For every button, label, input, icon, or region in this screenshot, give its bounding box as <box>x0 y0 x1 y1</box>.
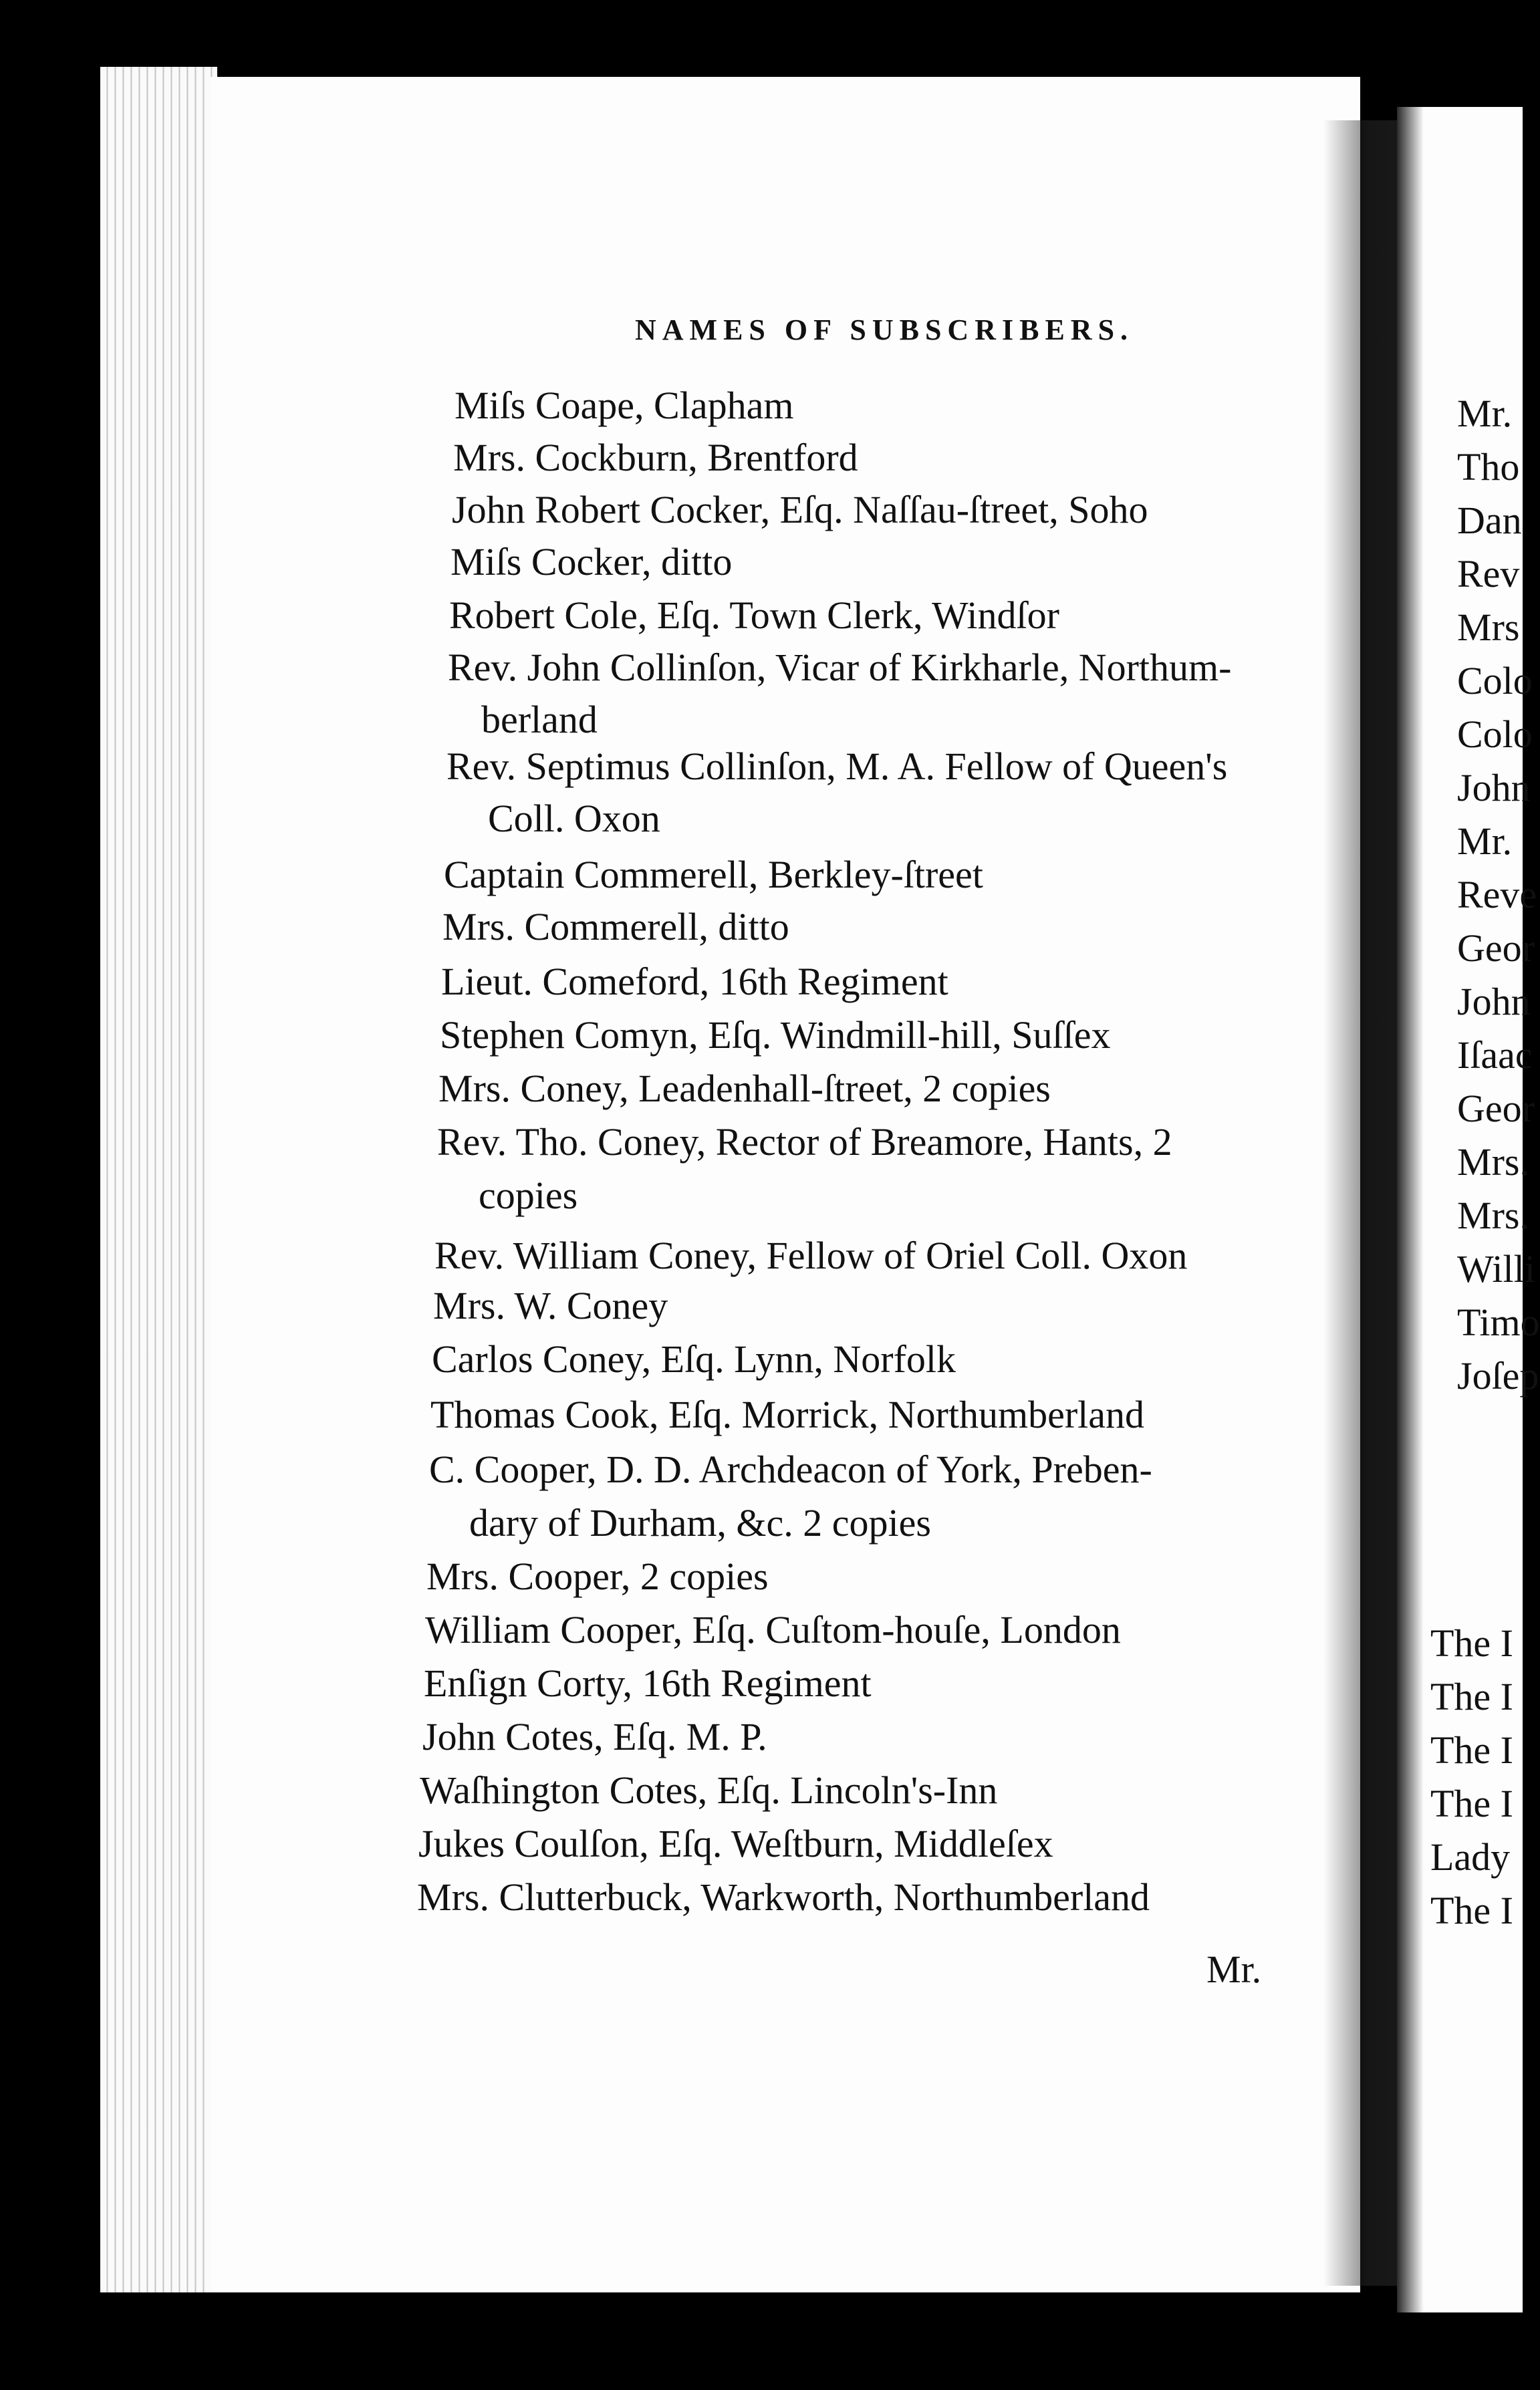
right-page-fragment: Dan <box>1457 499 1522 542</box>
right-page-shadow <box>1397 107 1424 2312</box>
subscriber-entry: John Cotes, Eſq. M. P. <box>422 1715 767 1758</box>
right-page-fragment: Joſep <box>1457 1354 1539 1398</box>
right-page-fragment: The I <box>1430 1782 1513 1825</box>
right-page-fragment: Geor <box>1457 926 1535 970</box>
right-page-fragment: The I <box>1430 1675 1513 1718</box>
subscriber-entry: Mrs. Cockburn, Brentford <box>453 436 858 479</box>
subscriber-entry: Rev. Septimus Collinſon, M. A. Fellow of Queen's <box>446 745 1228 788</box>
subscriber-entry: Robert Cole, Eſq. Town Clerk, Windſor <box>449 593 1059 637</box>
catchword: Mr. <box>1206 1948 1262 1991</box>
subscriber-entry: Rev. John Collinſon, Vicar of Kirkharle, Northum- <box>448 646 1232 689</box>
page-edges <box>100 67 217 2292</box>
right-page-fragment: Mrs. <box>1457 1194 1529 1237</box>
right-page-fragment: The I <box>1430 1621 1513 1665</box>
right-page-fragment: Tho <box>1457 445 1520 489</box>
right-page-fragment: Colo <box>1457 659 1533 702</box>
subscriber-entry: Captain Commerell, Berkley-ſtreet <box>444 853 983 896</box>
right-page-fragment: Mrs. <box>1457 1140 1529 1184</box>
subscriber-entry: Mrs. Cooper, 2 copies <box>426 1555 769 1598</box>
subscriber-entry-continuation: copies <box>479 1174 578 1217</box>
subscriber-entry: Rev. William Coney, Fellow of Oriel Coll. Oxon <box>434 1234 1188 1277</box>
right-page-fragment: Mr. <box>1457 392 1513 435</box>
right-page-fragment: Rev <box>1457 552 1520 595</box>
subscriber-entry: Jukes Coulſon, Eſq. Weſtburn, Middleſex <box>418 1822 1053 1865</box>
right-page-fragment: Mr. <box>1457 819 1513 863</box>
subscriber-entry: Mrs. Coney, Leadenhall-ſtreet, 2 copies <box>438 1067 1051 1110</box>
subscriber-entry: Mrs. Commerell, ditto <box>442 905 789 948</box>
right-page-fragment: John <box>1457 980 1531 1023</box>
subscriber-entry: Carlos Coney, Eſq. Lynn, Norfolk <box>432 1337 956 1381</box>
subscriber-entry: Stephen Comyn, Eſq. Windmill-hill, Suſſex <box>440 1013 1111 1057</box>
subscriber-entry: Mrs. W. Coney <box>433 1284 668 1327</box>
right-page-fragment: The I <box>1430 1728 1513 1772</box>
right-page-fragment: Geor <box>1457 1087 1535 1130</box>
right-page-fragment: Willi <box>1457 1247 1535 1291</box>
right-page-fragment: Colo <box>1457 712 1533 756</box>
right-page-fragment: The I <box>1430 1889 1513 1932</box>
subscriber-entry: Miſs Cocker, ditto <box>451 540 733 583</box>
subscriber-entry: Thomas Cook, Eſq. Morrick, Northumberland <box>430 1393 1144 1436</box>
subscriber-entry: Rev. Tho. Coney, Rector of Breamore, Hants, 2 <box>437 1120 1172 1164</box>
subscriber-entry-continuation: Coll. Oxon <box>488 797 660 840</box>
subscriber-entry: Lieut. Comeford, 16th Regiment <box>441 960 948 1003</box>
subscriber-entry: John Robert Cocker, Eſq. Naſſau-ſtreet, Soho <box>452 488 1148 531</box>
subscriber-entry: Mrs. Clutterbuck, Warkworth, Northumberland <box>417 1875 1150 1919</box>
right-page-fragment: Timo <box>1457 1301 1540 1344</box>
subscriber-entry: C. Cooper, D. D. Archdeacon of York, Preben- <box>429 1448 1152 1491</box>
subscriber-entry: William Cooper, Eſq. Cuſtom-houſe, London <box>425 1608 1121 1651</box>
subscriber-entry: Miſs Coape, Clapham <box>455 384 794 427</box>
subscriber-entry-continuation: dary of Durham, &c. 2 copies <box>469 1501 931 1545</box>
subscriber-entry: Waſhington Cotes, Eſq. Lincoln's-Inn <box>420 1768 998 1812</box>
page-header: NAMES OF SUBSCRIBERS. <box>635 313 1134 346</box>
right-page-fragment: Reve <box>1457 873 1537 916</box>
subscriber-entry-continuation: berland <box>481 698 598 741</box>
right-page-fragment: John <box>1457 766 1531 809</box>
subscriber-entry: Enſign Corty, 16th Regiment <box>424 1662 872 1705</box>
right-page-fragment: Mrs <box>1457 606 1520 649</box>
right-page-fragment: Iſaac <box>1457 1033 1533 1077</box>
right-page-fragment: Lady <box>1430 1835 1511 1879</box>
